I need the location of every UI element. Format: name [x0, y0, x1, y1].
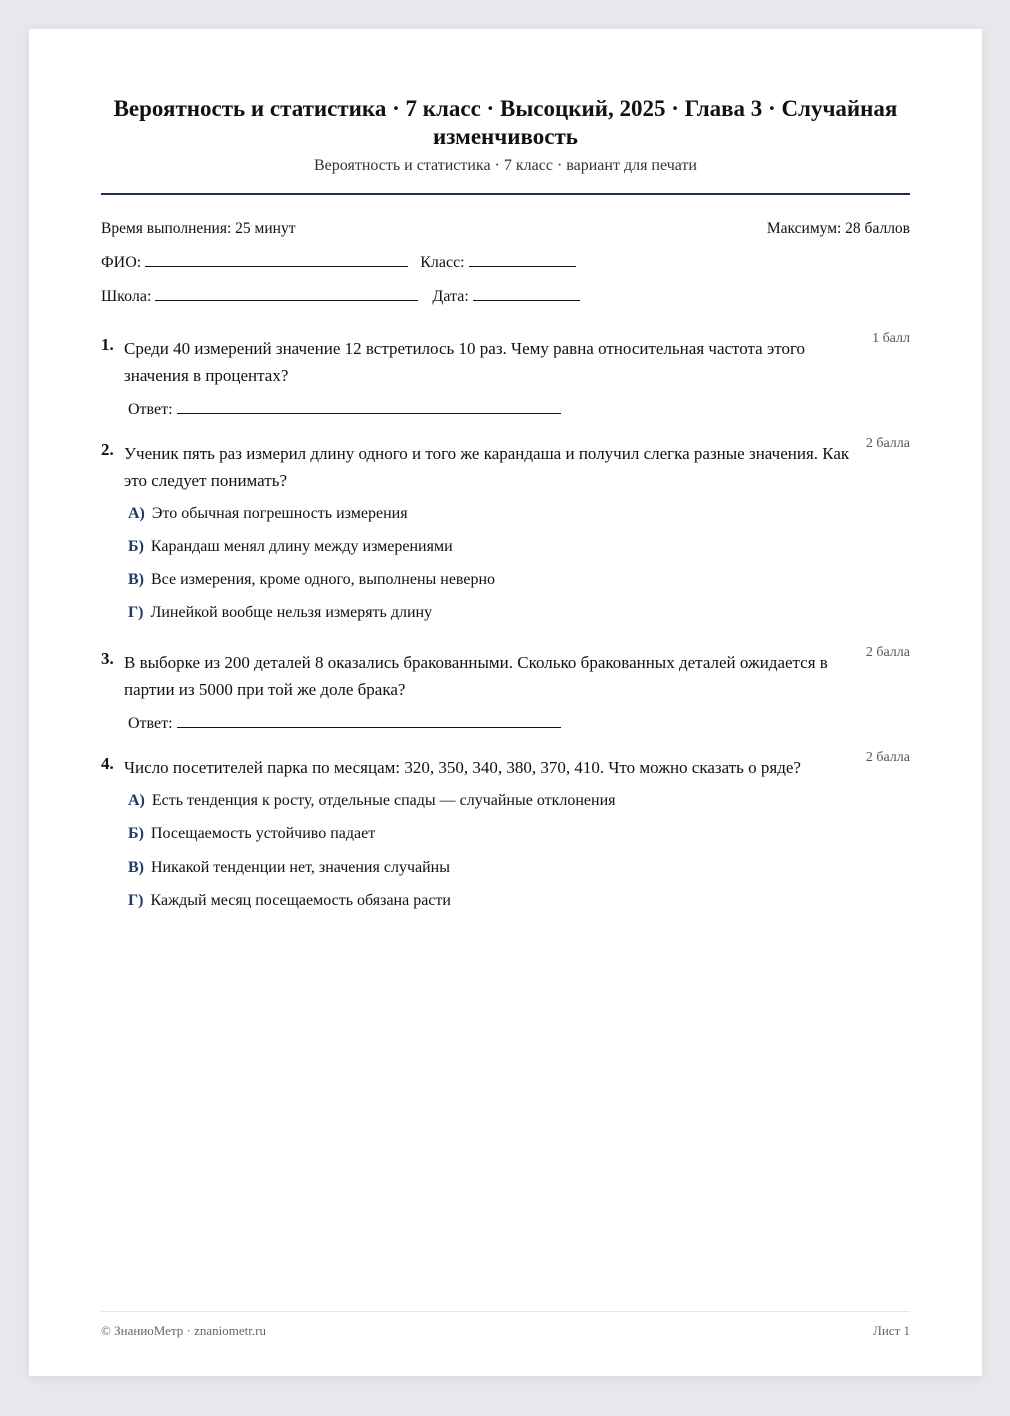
page-subtitle: Вероятность и статистика · 7 класс · вариант для печати: [314, 157, 697, 174]
option-text: Это обычная погрешность измерения: [151, 505, 408, 522]
option-letter: Г): [128, 604, 144, 621]
option-text: Никакой тенденции нет, значения случайны: [151, 859, 450, 876]
option-letter: В): [128, 571, 144, 588]
question-text: В выборке из 200 деталей 8 оказались бракованными. Сколько бракованных деталей ожидается в партии из 5000 при той же доле брака?: [124, 653, 828, 699]
school-date-row: [101, 286, 580, 306]
option-d[interactable]: [128, 604, 432, 622]
fio-label: ФИО:: [101, 254, 142, 271]
option-letter: Б): [128, 825, 144, 842]
school-label: Школа:: [101, 288, 152, 305]
option-a[interactable]: [128, 792, 616, 810]
option-c[interactable]: [128, 859, 450, 877]
question-points: 2 балла: [865, 645, 910, 660]
option-letter: Б): [128, 538, 144, 555]
option-text: Все измерения, кроме одного, выполнены неверно: [151, 571, 496, 588]
answer-field[interactable]: [177, 399, 561, 414]
footer-divider: [101, 1311, 910, 1312]
question-points: 1 балл: [872, 331, 910, 346]
page-title: Вероятность и статистика · 7 класс · Высоцкий, 2025 · Глава 3 · Случайная изменчивость: [113, 96, 898, 149]
question-points: 2 балла: [865, 436, 910, 451]
header-divider: [101, 193, 910, 195]
date-label: Дата:: [432, 288, 469, 305]
answer-label: Ответ:: [128, 715, 173, 732]
max-score: Максимум: 28 баллов: [766, 220, 910, 237]
question-number: 4.: [101, 754, 114, 773]
answer-field[interactable]: [177, 713, 561, 728]
worksheet-page: [29, 29, 982, 1376]
option-b[interactable]: [128, 538, 453, 556]
class-label: Класс:: [420, 254, 465, 271]
question-number: 2.: [101, 440, 114, 459]
option-letter: А): [128, 505, 145, 522]
option-letter: В): [128, 859, 144, 876]
question-text: Число посетителей парка по месяцам: 320, 350, 340, 380, 370, 410. Что можно сказать о ряде?: [124, 758, 801, 777]
time-limit: Время выполнения: 25 минут: [101, 220, 296, 237]
option-text: Линейкой вообще нельзя измерять длину: [150, 604, 433, 621]
footer-sheet-number: Лист 1: [873, 1323, 910, 1338]
option-text: Есть тенденция к росту, отдельные спады — случайные отклонения: [151, 792, 616, 809]
option-a[interactable]: [128, 505, 408, 523]
option-text: Посещаемость устойчиво падает: [150, 825, 376, 842]
option-text: Карандаш менял длину между измерениями: [150, 538, 453, 555]
question-number: 3.: [101, 649, 114, 668]
date-field[interactable]: [473, 286, 580, 301]
class-field[interactable]: [469, 252, 576, 267]
name-class-row: [101, 252, 576, 272]
answer-label: Ответ:: [128, 401, 173, 418]
option-d[interactable]: [128, 892, 451, 910]
footer-copyright: © ЗнаниоМетр · znaniometr.ru: [101, 1323, 266, 1338]
question-points: 2 балла: [865, 750, 910, 765]
answer-row: [128, 713, 561, 733]
option-letter: А): [128, 792, 145, 809]
question-number: 1.: [101, 335, 114, 354]
option-letter: Г): [128, 892, 144, 909]
fio-field[interactable]: [145, 252, 408, 267]
school-field[interactable]: [155, 286, 418, 301]
question-text: Среди 40 измерений значение 12 встретилось 10 раз. Чему равна относительная частота этого значения в процентах?: [124, 339, 805, 385]
option-text: Каждый месяц посещаемость обязана расти: [150, 892, 451, 909]
option-c[interactable]: [128, 571, 495, 589]
option-b[interactable]: [128, 825, 375, 843]
question-text: Ученик пять раз измерил длину одного и того же карандаша и получил слегка разные значения. Как это следует понимать?: [124, 444, 850, 490]
answer-row: [128, 399, 561, 419]
